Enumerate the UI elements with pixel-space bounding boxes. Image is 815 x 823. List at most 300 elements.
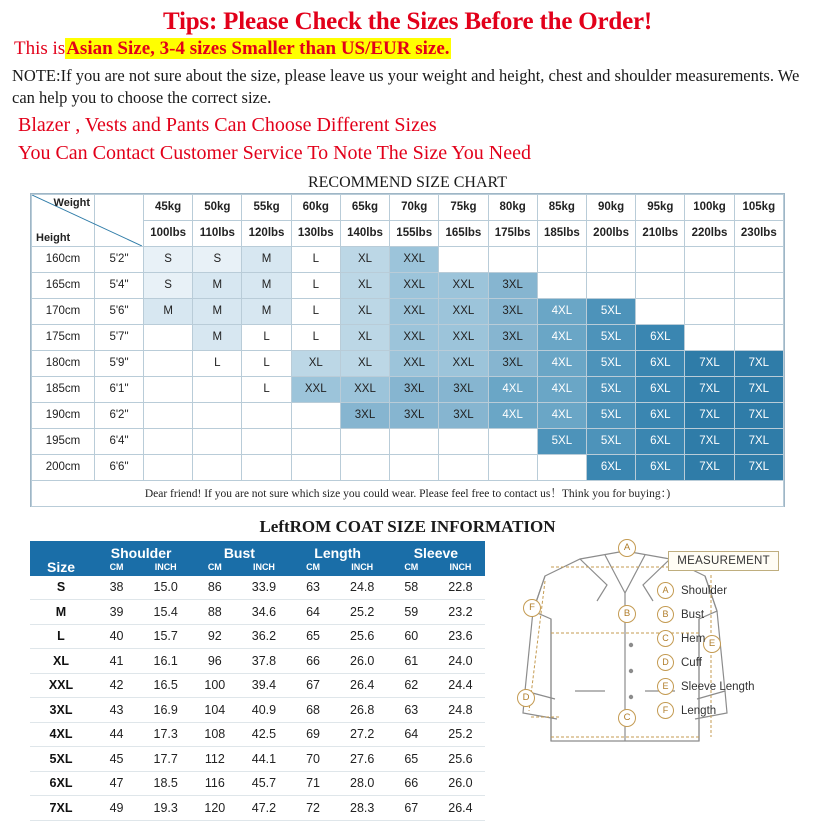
weight-kg-header: 65kg — [340, 194, 389, 220]
chart-corner-cell: Weight Height — [32, 194, 95, 246]
coat-cell-sleeve-cm: 66 — [387, 771, 436, 796]
size-cell: XL — [291, 350, 340, 376]
coat-cell-sleeve-inch: 26.0 — [436, 771, 485, 796]
coat-cell-length-cm: 72 — [289, 796, 338, 821]
coat-cell-length-cm: 64 — [289, 600, 338, 625]
size-cell — [586, 272, 635, 298]
note-paragraph — [12, 65, 803, 110]
size-cell: M — [242, 272, 291, 298]
height-inch-cell: 6'2" — [95, 402, 144, 428]
coat-cell-length-inch: 25.2 — [338, 600, 387, 625]
coat-cell-shoulder-inch: 16.9 — [141, 698, 190, 723]
size-cell: 3XL — [488, 324, 537, 350]
coat-cell-sleeve-cm: 58 — [387, 576, 436, 600]
size-cell: XXL — [390, 272, 439, 298]
weight-lbs-header: 200lbs — [586, 220, 635, 246]
legend-label: Length — [681, 704, 717, 717]
size-cell — [685, 324, 734, 350]
coat-col-size: Size — [30, 541, 92, 576]
asian-size-prefix: This is — [14, 38, 66, 59]
coat-cell-shoulder-cm: 45 — [92, 747, 141, 772]
weight-kg-header: 85kg — [537, 194, 586, 220]
height-cm-cell: 170cm — [32, 298, 95, 324]
note-label: NOTE: — [12, 66, 61, 85]
size-cell: S — [144, 272, 193, 298]
size-cell: 3XL — [488, 350, 537, 376]
size-chart-row — [32, 350, 784, 376]
coat-cell-bust-cm: 116 — [190, 771, 239, 796]
height-cm-cell: 195cm — [32, 428, 95, 454]
size-cell — [685, 272, 734, 298]
coat-head-sub-row — [30, 562, 485, 576]
legend-label: Bust — [681, 608, 705, 621]
coat-cell-shoulder-cm: 49 — [92, 796, 141, 821]
red-line-2: You Can Contact Customer Service To Note The Size You Need — [18, 141, 532, 164]
size-chart-row — [32, 324, 784, 350]
weight-kg-header: 60kg — [291, 194, 340, 220]
coat-col-bust: Bust — [190, 541, 288, 562]
coat-cell-shoulder-inch: 19.3 — [141, 796, 190, 821]
coat-sub-sleeve-cm: CM — [387, 562, 436, 576]
size-cell: 5XL — [586, 324, 635, 350]
size-cell: 4XL — [537, 324, 586, 350]
size-cell — [291, 402, 340, 428]
weight-kg-header: 90kg — [586, 194, 635, 220]
coat-cell-sleeve-inch: 23.2 — [436, 600, 485, 625]
weight-kg-header: 105kg — [734, 194, 783, 220]
coat-cell-bust-cm: 96 — [190, 649, 239, 674]
coat-cell-shoulder-inch: 15.0 — [141, 576, 190, 600]
size-cell — [144, 350, 193, 376]
size-cell — [636, 272, 685, 298]
size-cell — [144, 454, 193, 480]
height-cm-cell: 200cm — [32, 454, 95, 480]
coat-table-row — [30, 747, 485, 772]
size-chart-row — [32, 272, 784, 298]
coat-cell-length-cm: 65 — [289, 624, 338, 649]
size-cell — [734, 298, 783, 324]
weight-lbs-header: 230lbs — [734, 220, 783, 246]
legend-bubble-icon: B — [657, 606, 674, 623]
size-cell: 3XL — [390, 402, 439, 428]
size-cell — [439, 454, 488, 480]
coat-cell-bust-inch: 45.7 — [239, 771, 288, 796]
coat-sub-shoulder-inch: INCH — [141, 562, 190, 576]
size-cell — [537, 246, 586, 272]
size-cell: 4XL — [537, 350, 586, 376]
coat-cell-size: L — [30, 624, 92, 649]
asian-size-notice — [14, 38, 815, 60]
size-cell: 3XL — [488, 272, 537, 298]
height-inch-cell: 5'9" — [95, 350, 144, 376]
marker-d: D — [517, 689, 535, 707]
coat-cell-sleeve-cm: 60 — [387, 624, 436, 649]
size-cell: 7XL — [685, 376, 734, 402]
coat-cell-length-inch: 27.6 — [338, 747, 387, 772]
height-inch-cell: 5'4" — [95, 272, 144, 298]
size-cell: 4XL — [488, 402, 537, 428]
size-cell: 5XL — [586, 350, 635, 376]
size-cell: 7XL — [685, 454, 734, 480]
coat-cell-length-inch: 26.4 — [338, 673, 387, 698]
size-chart-row — [32, 454, 784, 480]
legend-item — [657, 603, 785, 627]
size-cell — [734, 324, 783, 350]
coat-cell-size: XL — [30, 649, 92, 674]
size-cell: XL — [340, 324, 389, 350]
coat-table-row — [30, 722, 485, 747]
coat-table-body — [30, 576, 485, 821]
coat-cell-length-inch: 26.8 — [338, 698, 387, 723]
size-cell — [439, 428, 488, 454]
measurement-legend — [657, 579, 785, 723]
weight-lbs-header: 120lbs — [242, 220, 291, 246]
coat-cell-shoulder-inch: 17.3 — [141, 722, 190, 747]
red-line-1: Blazer , Vests and Pants Can Choose Different Sizes — [18, 113, 437, 136]
marker-a: A — [618, 539, 636, 557]
coat-cell-size: 3XL — [30, 698, 92, 723]
weight-kg-header: 75kg — [439, 194, 488, 220]
coat-cell-size: S — [30, 576, 92, 600]
coat-cell-length-cm: 66 — [289, 649, 338, 674]
size-cell — [734, 246, 783, 272]
size-cell — [193, 402, 242, 428]
legend-bubble-icon: F — [657, 702, 674, 719]
coat-cell-length-cm: 68 — [289, 698, 338, 723]
size-cell — [390, 454, 439, 480]
size-cell: XXL — [439, 272, 488, 298]
coat-cell-bust-inch: 36.2 — [239, 624, 288, 649]
coat-cell-shoulder-cm: 41 — [92, 649, 141, 674]
size-cell — [488, 428, 537, 454]
coat-cell-size: XXL — [30, 673, 92, 698]
height-inch-cell: 5'2" — [95, 246, 144, 272]
size-cell: S — [193, 246, 242, 272]
size-cell: 6XL — [636, 402, 685, 428]
size-cell — [439, 246, 488, 272]
coat-cell-shoulder-cm: 40 — [92, 624, 141, 649]
size-cell: M — [242, 246, 291, 272]
weight-lbs-header: 155lbs — [390, 220, 439, 246]
coat-cell-bust-inch: 34.6 — [239, 600, 288, 625]
height-inch-cell: 5'6" — [95, 298, 144, 324]
size-cell — [242, 454, 291, 480]
asian-size-highlight: Asian Size, 3-4 sizes Smaller than US/EUR size. — [66, 38, 450, 59]
coat-cell-bust-inch: 39.4 — [239, 673, 288, 698]
height-cm-cell: 160cm — [32, 246, 95, 272]
size-cell: 6XL — [636, 376, 685, 402]
coat-cell-bust-cm: 100 — [190, 673, 239, 698]
size-cell: 3XL — [340, 402, 389, 428]
coat-table-row — [30, 576, 485, 600]
size-cell — [586, 246, 635, 272]
size-cell: L — [242, 324, 291, 350]
size-cell: XXL — [390, 324, 439, 350]
weight-lbs-header: 210lbs — [636, 220, 685, 246]
coat-cell-length-cm: 69 — [289, 722, 338, 747]
coat-cell-sleeve-inch: 25.6 — [436, 747, 485, 772]
size-cell: XXL — [340, 376, 389, 402]
size-cell: 7XL — [685, 428, 734, 454]
size-cell — [242, 428, 291, 454]
coat-cell-length-inch: 27.2 — [338, 722, 387, 747]
coat-cell-bust-cm: 88 — [190, 600, 239, 625]
weight-lbs-header: 220lbs — [685, 220, 734, 246]
size-cell: 5XL — [586, 376, 635, 402]
size-cell: 6XL — [586, 454, 635, 480]
size-cell: 7XL — [685, 402, 734, 428]
size-cell: 7XL — [734, 428, 783, 454]
coat-cell-bust-cm: 112 — [190, 747, 239, 772]
size-cell — [340, 428, 389, 454]
size-cell: XXL — [439, 324, 488, 350]
coat-sub-bust-cm: CM — [190, 562, 239, 576]
coat-cell-size: 7XL — [30, 796, 92, 821]
size-cell: 3XL — [390, 376, 439, 402]
coat-cell-sleeve-inch: 26.4 — [436, 796, 485, 821]
marker-b: B — [618, 605, 636, 623]
coat-cell-length-inch: 28.3 — [338, 796, 387, 821]
size-cell: 4XL — [537, 402, 586, 428]
coat-cell-sleeve-cm: 61 — [387, 649, 436, 674]
size-cell: XXL — [390, 298, 439, 324]
coat-col-shoulder: Shoulder — [92, 541, 190, 562]
coat-cell-bust-cm: 86 — [190, 576, 239, 600]
coat-cell-size: 5XL — [30, 747, 92, 772]
marker-c: C — [618, 709, 636, 727]
size-cell: 5XL — [586, 428, 635, 454]
size-chart-row — [32, 376, 784, 402]
weight-kg-header: 80kg — [488, 194, 537, 220]
size-cell: XL — [340, 272, 389, 298]
size-cell: M — [242, 298, 291, 324]
size-cell: 6XL — [636, 454, 685, 480]
weight-kg-header: 55kg — [242, 194, 291, 220]
size-cell: 3XL — [439, 402, 488, 428]
weight-lbs-header: 100lbs — [144, 220, 193, 246]
coat-info-area — [30, 541, 785, 821]
size-cell: M — [193, 272, 242, 298]
weight-kg-header: 95kg — [636, 194, 685, 220]
coat-cell-sleeve-cm: 65 — [387, 747, 436, 772]
size-cell — [390, 428, 439, 454]
size-cell: 5XL — [537, 428, 586, 454]
weight-lbs-header: 165lbs — [439, 220, 488, 246]
size-cell — [685, 246, 734, 272]
coat-cell-shoulder-cm: 39 — [92, 600, 141, 625]
legend-bubble-icon: C — [657, 630, 674, 647]
legend-bubble-icon: D — [657, 654, 674, 671]
coat-cell-shoulder-inch: 15.7 — [141, 624, 190, 649]
size-cell: 7XL — [734, 350, 783, 376]
size-cell — [242, 402, 291, 428]
size-cell: XXL — [439, 298, 488, 324]
size-cell: S — [144, 246, 193, 272]
coat-sub-sleeve-inch: INCH — [436, 562, 485, 576]
coat-cell-shoulder-inch: 16.5 — [141, 673, 190, 698]
size-chart-row — [32, 246, 784, 272]
weight-kg-header: 100kg — [685, 194, 734, 220]
coat-cell-shoulder-cm: 44 — [92, 722, 141, 747]
tips-title: Tips: Please Check the Sizes Before the Order! — [162, 8, 653, 35]
size-cell: XXL — [390, 350, 439, 376]
size-cell — [193, 376, 242, 402]
size-cell: L — [242, 376, 291, 402]
height-cm-cell: 185cm — [32, 376, 95, 402]
coat-cell-length-inch: 26.0 — [338, 649, 387, 674]
coat-table-row — [30, 796, 485, 821]
size-cell: 7XL — [734, 402, 783, 428]
size-cell: 7XL — [734, 454, 783, 480]
size-cell — [144, 324, 193, 350]
legend-item — [657, 627, 785, 651]
size-chart-row — [32, 298, 784, 324]
coat-cell-shoulder-inch: 17.7 — [141, 747, 190, 772]
size-cell — [291, 428, 340, 454]
coat-table-row — [30, 771, 485, 796]
coat-cell-bust-inch: 44.1 — [239, 747, 288, 772]
size-cell: 6XL — [636, 324, 685, 350]
coat-cell-sleeve-cm: 62 — [387, 673, 436, 698]
height-cm-cell: 190cm — [32, 402, 95, 428]
coat-cell-shoulder-cm: 38 — [92, 576, 141, 600]
coat-head-main-row — [30, 541, 485, 562]
note-text: If you are not sure about the size, please leave us your weight and height, chest and shoulder measurements. We can help you to choose the correct size. — [12, 66, 800, 108]
size-cell: L — [291, 324, 340, 350]
coat-sub-shoulder-cm: CM — [92, 562, 141, 576]
height-inch-cell: 6'4" — [95, 428, 144, 454]
coat-cell-length-inch: 28.0 — [338, 771, 387, 796]
coat-col-sleeve: Sleeve — [387, 541, 485, 562]
weight-kg-header: 50kg — [193, 194, 242, 220]
coat-cell-sleeve-inch: 22.8 — [436, 576, 485, 600]
weight-lbs-header: 140lbs — [340, 220, 389, 246]
legend-label: Cuff — [681, 656, 702, 669]
coat-cell-bust-cm: 108 — [190, 722, 239, 747]
size-cell: 5XL — [586, 402, 635, 428]
coat-col-length: Length — [289, 541, 387, 562]
coat-sub-length-inch: INCH — [338, 562, 387, 576]
size-cell: XXL — [390, 246, 439, 272]
coat-cell-bust-inch: 37.8 — [239, 649, 288, 674]
coat-cell-length-cm: 67 — [289, 673, 338, 698]
size-cell: 4XL — [488, 376, 537, 402]
coat-cell-sleeve-inch: 25.2 — [436, 722, 485, 747]
coat-cell-sleeve-cm: 59 — [387, 600, 436, 625]
coat-cell-size: 6XL — [30, 771, 92, 796]
size-cell: M — [193, 298, 242, 324]
coat-table-row — [30, 649, 485, 674]
coat-table-row — [30, 624, 485, 649]
size-cell: L — [291, 298, 340, 324]
coat-sub-bust-inch: INCH — [239, 562, 288, 576]
coat-cell-bust-cm: 120 — [190, 796, 239, 821]
size-cell: 6XL — [636, 350, 685, 376]
size-cell: XL — [340, 350, 389, 376]
size-cell: XL — [340, 246, 389, 272]
coat-cell-length-cm: 63 — [289, 576, 338, 600]
marker-e: E — [703, 635, 721, 653]
size-chart-row — [32, 428, 784, 454]
coat-cell-shoulder-inch: 16.1 — [141, 649, 190, 674]
coat-cell-sleeve-cm: 67 — [387, 796, 436, 821]
weight-lbs-header: 175lbs — [488, 220, 537, 246]
weight-lbs-header: 185lbs — [537, 220, 586, 246]
coat-cell-size: M — [30, 600, 92, 625]
coat-cell-shoulder-cm: 42 — [92, 673, 141, 698]
coat-cell-length-cm: 70 — [289, 747, 338, 772]
size-cell: M — [193, 324, 242, 350]
size-cell: 7XL — [734, 376, 783, 402]
coat-cell-shoulder-inch: 15.4 — [141, 600, 190, 625]
recommend-size-table — [31, 194, 784, 507]
size-cell: 4XL — [537, 298, 586, 324]
size-cell: XL — [340, 298, 389, 324]
size-cell — [144, 428, 193, 454]
marker-f: F — [523, 599, 541, 617]
coat-cell-bust-cm: 104 — [190, 698, 239, 723]
height-cm-cell: 175cm — [32, 324, 95, 350]
legend-bubble-icon: E — [657, 678, 674, 695]
coat-cell-length-cm: 71 — [289, 771, 338, 796]
coat-cell-shoulder-cm: 43 — [92, 698, 141, 723]
coat-sub-length-cm: CM — [289, 562, 338, 576]
size-guide-page — [0, 8, 815, 823]
coat-cell-bust-inch: 33.9 — [239, 576, 288, 600]
size-cell: 7XL — [685, 350, 734, 376]
height-inch-cell: 6'1" — [95, 376, 144, 402]
height-inch-cell: 5'7" — [95, 324, 144, 350]
coat-table-row — [30, 673, 485, 698]
height-cm-cell: 165cm — [32, 272, 95, 298]
coat-cell-bust-inch: 40.9 — [239, 698, 288, 723]
coat-cell-sleeve-cm: 63 — [387, 698, 436, 723]
coat-cell-bust-inch: 47.2 — [239, 796, 288, 821]
legend-label: Hem — [681, 632, 706, 645]
weight-kg-header: 70kg — [390, 194, 439, 220]
height-cm-cell: 180cm — [32, 350, 95, 376]
size-cell: 3XL — [439, 376, 488, 402]
size-chart-wrapper — [30, 193, 785, 507]
weight-lbs-header: 110lbs — [193, 220, 242, 246]
legend-item — [657, 675, 785, 699]
size-chart-row — [32, 402, 784, 428]
size-cell: L — [242, 350, 291, 376]
legend-item — [657, 651, 785, 675]
coat-cell-sleeve-inch: 24.4 — [436, 673, 485, 698]
coat-cell-sleeve-inch: 24.0 — [436, 649, 485, 674]
weight-kg-header: 45kg — [144, 194, 193, 220]
coat-table-head — [30, 541, 485, 576]
size-cell — [144, 402, 193, 428]
size-cell — [685, 298, 734, 324]
coat-size-table — [30, 541, 485, 821]
coat-table-row — [30, 600, 485, 625]
size-cell: L — [291, 272, 340, 298]
size-cell: 6XL — [636, 428, 685, 454]
size-cell: 4XL — [537, 376, 586, 402]
coat-cell-sleeve-cm: 64 — [387, 722, 436, 747]
size-cell: L — [291, 246, 340, 272]
legend-label: Sleeve Length — [681, 680, 755, 693]
size-cell — [291, 454, 340, 480]
size-cell — [144, 376, 193, 402]
size-cell — [488, 246, 537, 272]
size-cell — [193, 428, 242, 454]
size-cell: 3XL — [488, 298, 537, 324]
legend-bubble-icon: A — [657, 582, 674, 599]
coat-cell-length-inch: 24.8 — [338, 576, 387, 600]
